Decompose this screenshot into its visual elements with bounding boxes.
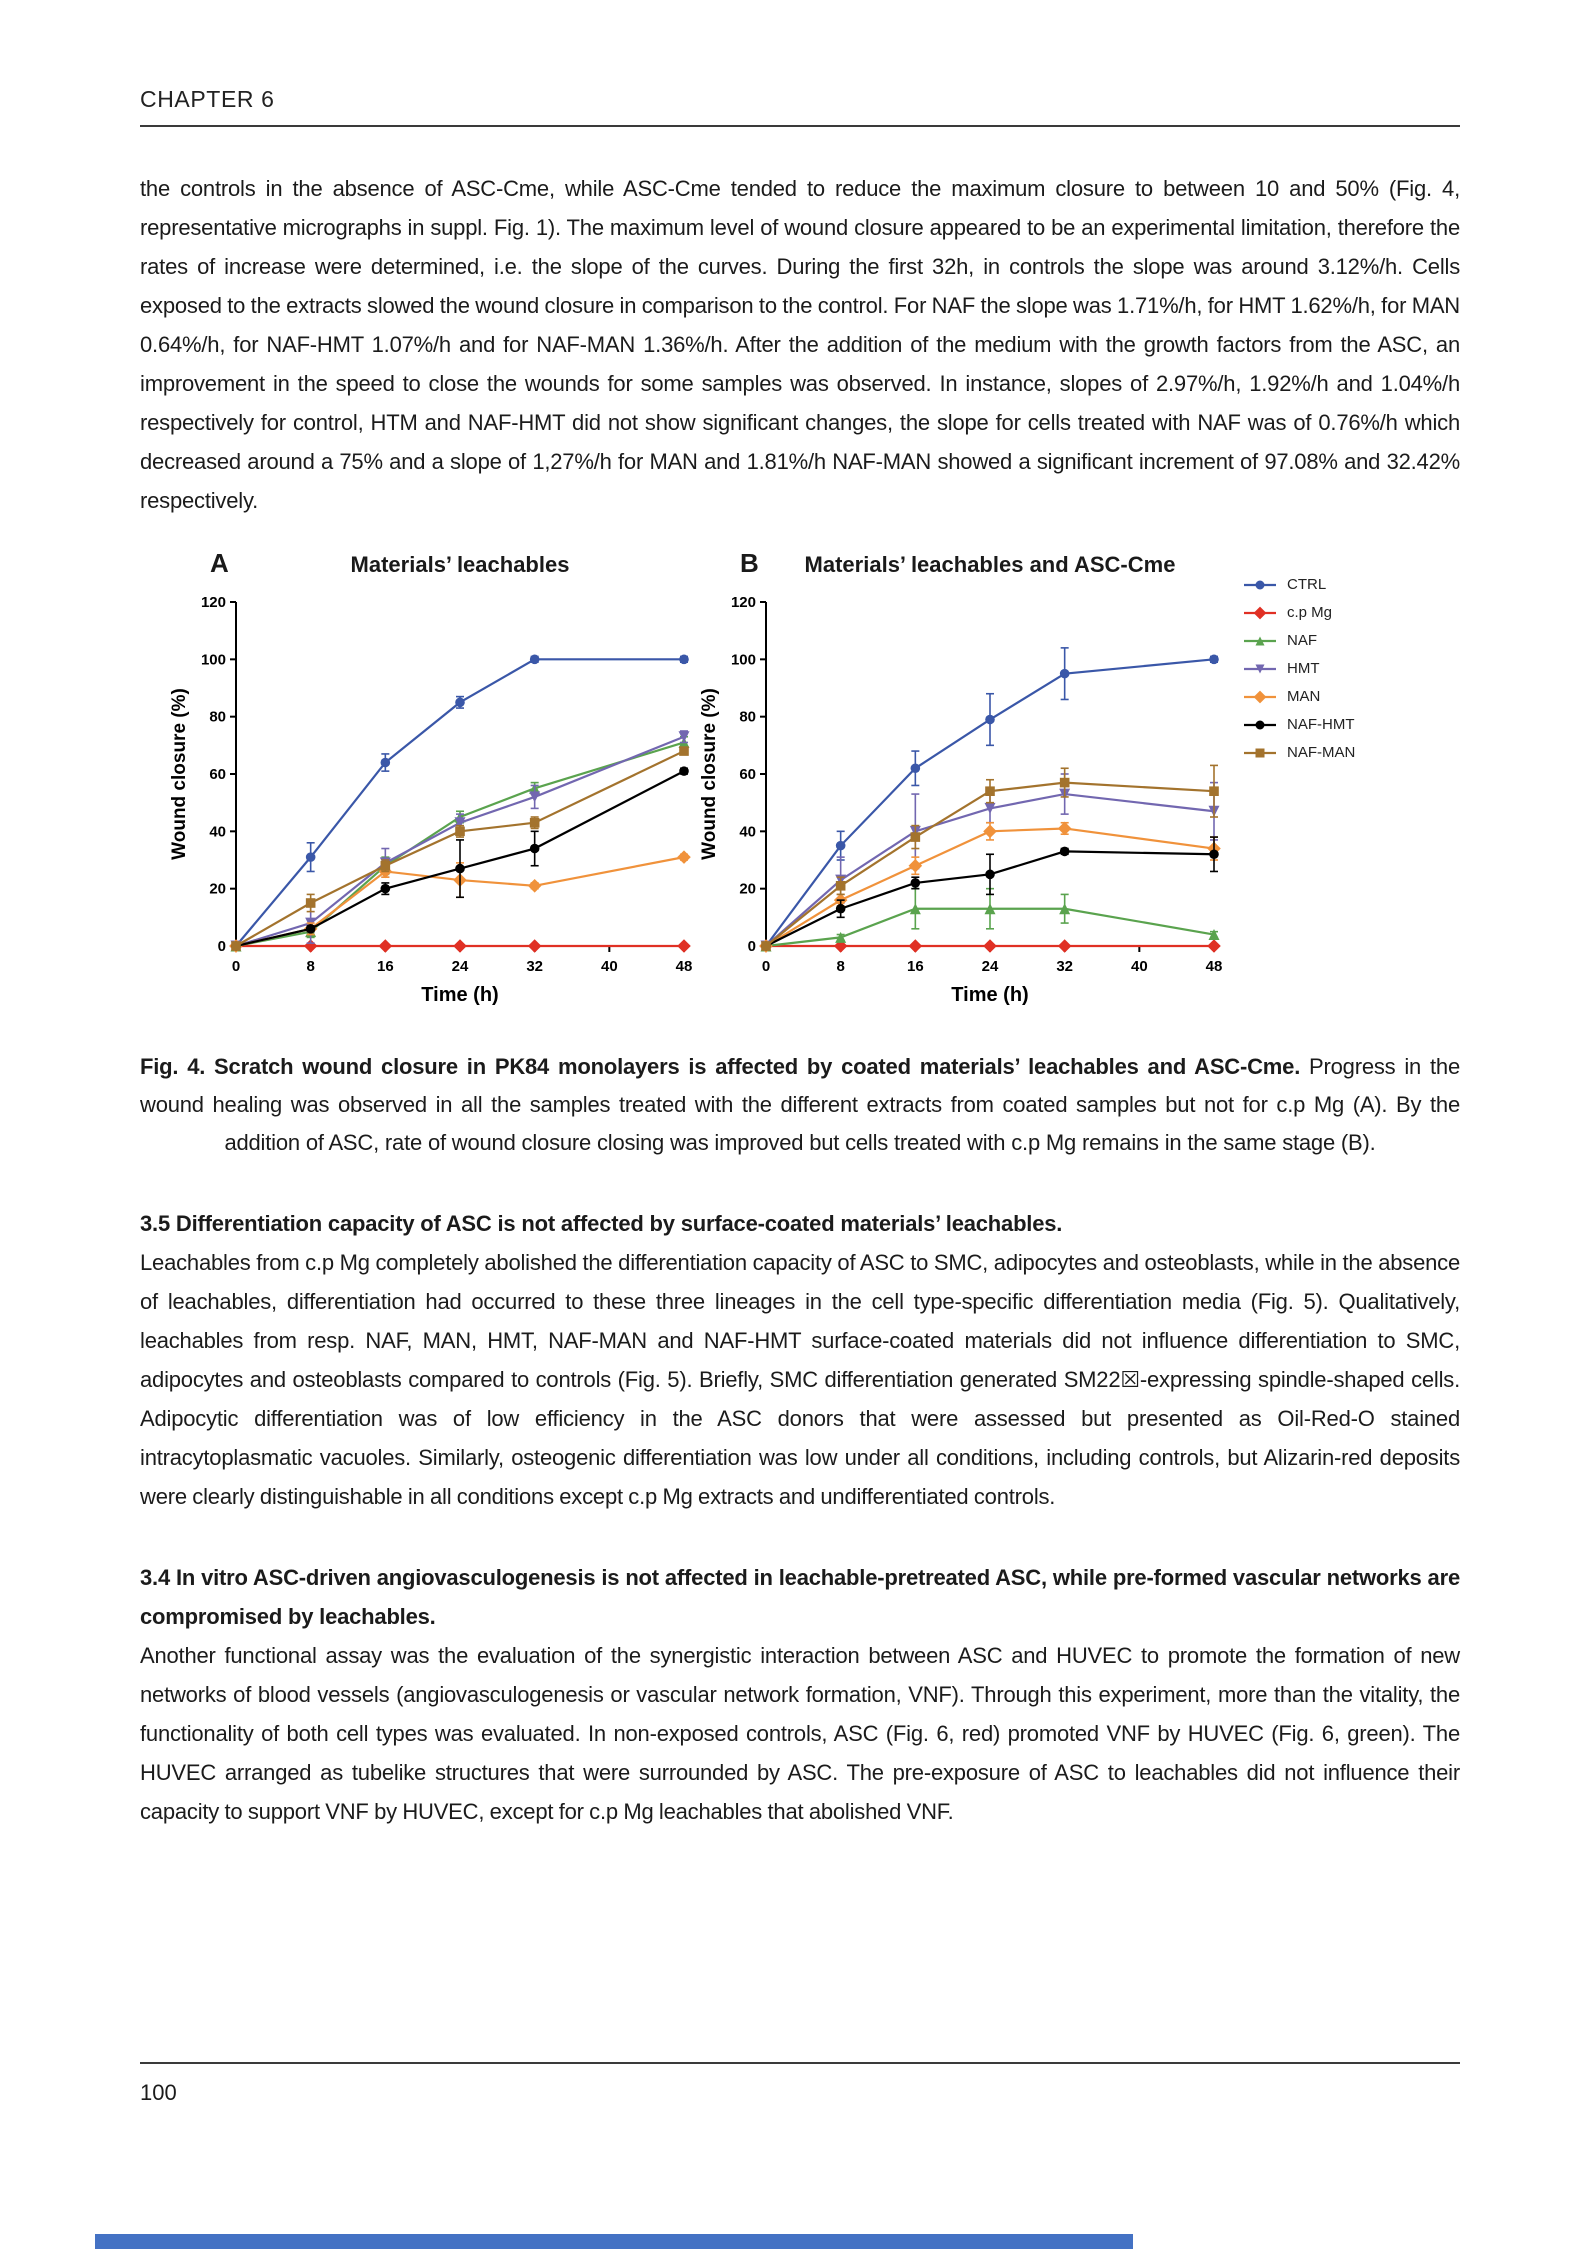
results-paragraph: the controls in the absence of ASC-Cme, while ASC-Cme tended to reduce the maximum closure to between 10 and 50% (Fig. 4, representative micrographs in suppl. Fig. 1). The maximum level of wound closure appeared to be an experimental limitation, therefore the rates of increase were determined, i.e. the slope of the curves. During the first 32h, in controls the slope was around 3.12%/h. Cells exposed to the extracts slowed the wound closure in comparison to the control. For NAF the slope was 1.71%/h, for HMT 1.62%/h, for MAN 0.64%/h, for NAF-HMT 1.07%/h and for NAF-MAN 1.36%/h. After the addition of the medium with the growth factors from the ASC, an improvement in the speed to close the wounds for some samples was observed. In instance, slopes of 2.97%/h, 1.92%/h and 1.04%/h respectively for control, HTM and NAF-HMT did not show significant changes, the slope for cells treated with NAF was of 0.76%/h which decreased around a 75% and a slope of 1,27%/h for MAN and 1.81%/h NAF-MAN showed a significant increment of 97.08% and 32.42% respectively. bbox=[140, 176, 1460, 513]
legend-marker-icon bbox=[1242, 634, 1278, 648]
x-tick-label: 8 bbox=[836, 958, 845, 975]
panel-letter: B bbox=[740, 548, 759, 578]
x-tick-label: 32 bbox=[1056, 958, 1074, 975]
legend-item-c-p-mg bbox=[1242, 604, 1355, 621]
legend-marker-icon bbox=[1242, 606, 1278, 620]
series-NAF-HMT bbox=[231, 766, 689, 950]
chart-panel-a bbox=[168, 546, 698, 1026]
chapter-header: CHAPTER 6 bbox=[140, 86, 275, 112]
y-tick-label: 60 bbox=[209, 766, 226, 783]
x-tick-label: 16 bbox=[376, 958, 394, 975]
x-axis-label: Time (h) bbox=[421, 984, 499, 1006]
footer-accent-bar bbox=[95, 2234, 1133, 2249]
y-tick-label: 20 bbox=[209, 880, 226, 898]
x-tick-label: 0 bbox=[761, 958, 771, 975]
legend-item-naf-man bbox=[1242, 744, 1355, 761]
x-tick-label: 40 bbox=[1130, 958, 1148, 975]
header-rule bbox=[140, 125, 1460, 127]
legend-item-man bbox=[1242, 688, 1355, 705]
y-tick-label: 80 bbox=[209, 708, 226, 726]
y-tick-label: 120 bbox=[730, 594, 756, 611]
legend-label: NAF-HMT bbox=[1287, 716, 1355, 733]
x-tick-label: 48 bbox=[675, 958, 693, 975]
legend-label: c.p Mg bbox=[1287, 604, 1333, 621]
figure-caption-text: Progress in the wound healing was observed in all the samples treated with the different extracts from coated samples but not for c.p Mg (A). By the addition of ASC, rate of wound closure closing was improved but cells treated with c.p Mg remains in the same stage (B). bbox=[140, 1054, 1460, 1155]
x-tick-label: 24 bbox=[451, 958, 469, 975]
legend-item-naf-hmt bbox=[1242, 716, 1355, 733]
x-tick-label: 40 bbox=[600, 958, 618, 975]
y-axis-label: Wound closure (%) bbox=[699, 688, 720, 860]
page-header bbox=[140, 86, 1460, 127]
legend-label: MAN bbox=[1287, 688, 1321, 705]
x-tick-label: 0 bbox=[231, 958, 241, 975]
y-tick-label: 100 bbox=[200, 651, 226, 669]
section-3-5-heading: 3.5 Differentiation capacity of ASC is not affected by surface-coated materials’ leachables. bbox=[140, 1211, 1063, 1236]
y-tick-label: 0 bbox=[747, 938, 756, 955]
legend-marker-icon bbox=[1242, 690, 1278, 704]
legend-label: HMT bbox=[1287, 660, 1320, 677]
y-axis-label: Wound closure (%) bbox=[169, 688, 190, 860]
legend-label: NAF bbox=[1287, 632, 1317, 649]
legend-item-hmt bbox=[1242, 660, 1355, 677]
legend-item-naf bbox=[1242, 632, 1355, 649]
page-footer bbox=[140, 2062, 1460, 2106]
figure-4-charts bbox=[168, 546, 1460, 1026]
page-number: 100 bbox=[140, 2080, 177, 2105]
x-tick-label: 32 bbox=[526, 958, 544, 975]
chart-panel-b bbox=[698, 546, 1228, 1026]
chart-legend bbox=[1242, 576, 1355, 761]
x-tick-label: 24 bbox=[981, 958, 999, 975]
series-CTRL bbox=[231, 655, 689, 951]
figure-caption-title: Fig. 4. Scratch wound closure in PK84 monolayers is affected by coated materials’ leachables and ASC-Cme. bbox=[140, 1054, 1301, 1079]
y-tick-label: 120 bbox=[200, 594, 226, 611]
section-3-5-body: Leachables from c.p Mg completely abolished the differentiation capacity of ASC to SMC, adipocytes and osteoblasts, while in the absence of leachables, differentiation had occurred to these three lineages in the cell type-specific differentiation media (Fig. 5). Qualitatively, leachables from resp. NAF, MAN, HMT, NAF-MAN and NAF-HMT surface-coated materials did not influence differentiation to SMC, adipocytes and osteoblasts compared to controls (Fig. 5). Briefly, SMC differentiation generated SM22☒-expressing spindle-shaped cells. Adipocytic differentiation was of low efficiency in the ASC donors that were assessed but presented as Oil-Red-O stained intracytoplasmatic vacuoles. Similarly, osteogenic differentiation was low under all conditions, including controls, but Alizarin-red deposits were clearly distinguishable in all conditions except c.p Mg extracts and undifferentiated controls. bbox=[140, 1250, 1460, 1509]
x-tick-label: 48 bbox=[1205, 958, 1223, 975]
y-tick-label: 80 bbox=[739, 708, 756, 726]
series-c.p Mg bbox=[759, 939, 1221, 953]
series-c.p Mg bbox=[229, 939, 691, 953]
y-tick-label: 40 bbox=[739, 823, 756, 841]
y-tick-label: 40 bbox=[209, 823, 226, 841]
section-3-4 bbox=[140, 1558, 1460, 1831]
x-tick-label: 16 bbox=[906, 958, 924, 975]
footer-rule bbox=[140, 2062, 1460, 2064]
section-3-4-body: Another functional assay was the evaluation of the synergistic interaction between ASC and HUVEC to promote the formation of new networks of blood vessels (angiovasculogenesis or vascular network formation, VNF). Through this experiment, more than the vitality, the functionality of both cell types was evaluated. In non-exposed controls, ASC (Fig. 6, red) promoted VNF by HUVEC (Fig. 6, green). The HUVEC arranged as tubelike structures that were surrounded by ASC. The pre-exposure of ASC to leachables did not influence their capacity to support VNF by HUVEC, except for c.p Mg leachables that abolished VNF. bbox=[140, 1643, 1460, 1824]
legend-marker-icon bbox=[1242, 578, 1278, 592]
chart-title: Materials’ leachables and ASC-Cme bbox=[804, 552, 1176, 577]
y-tick-label: 0 bbox=[217, 938, 226, 955]
legend-label: NAF-MAN bbox=[1287, 744, 1356, 761]
figure-4 bbox=[140, 546, 1460, 1162]
legend-marker-icon bbox=[1242, 662, 1278, 676]
section-3-4-heading: 3.4 In vitro ASC-driven angiovasculogenesis is not affected in leachable-pretreated ASC, while pre-formed vascular networks are compromised by leachables. bbox=[140, 1565, 1460, 1629]
legend-label: CTRL bbox=[1287, 576, 1327, 593]
figure-4-caption bbox=[140, 1048, 1460, 1162]
y-tick-label: 20 bbox=[739, 880, 756, 898]
legend-marker-icon bbox=[1242, 746, 1278, 760]
panel-letter: A bbox=[210, 548, 229, 578]
chart-title: Materials’ leachables bbox=[350, 552, 570, 577]
y-tick-label: 60 bbox=[739, 766, 756, 783]
x-tick-label: 8 bbox=[306, 958, 315, 975]
legend-item-ctrl bbox=[1242, 576, 1355, 593]
legend-marker-icon bbox=[1242, 718, 1278, 732]
x-axis-label: Time (h) bbox=[951, 984, 1029, 1006]
y-tick-label: 100 bbox=[730, 651, 756, 669]
section-3-5 bbox=[140, 1204, 1460, 1516]
